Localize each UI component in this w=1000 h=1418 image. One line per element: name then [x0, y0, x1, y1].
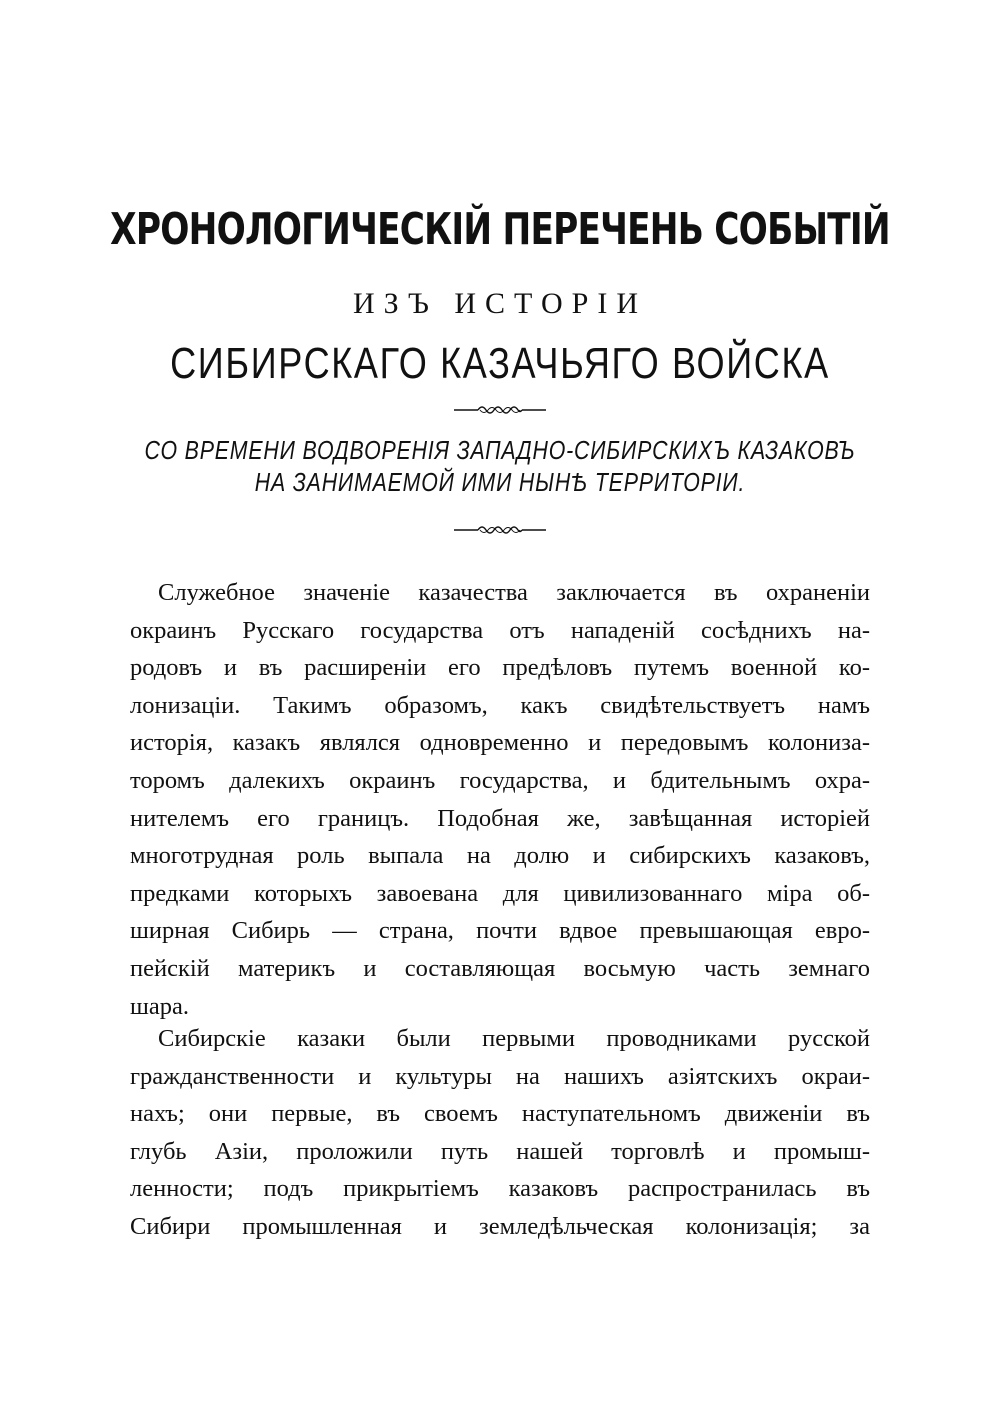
text-line: торомъ далекихъ окраинъ государства, и бдительнымъ охра-	[130, 766, 870, 794]
text-line: гражданственности и культуры на нашихъ азіятскихъ окраи-	[130, 1062, 870, 1090]
subtitle-line-1: СО ВРЕМЕНИ ВОДВОРЕНІЯ ЗАПАДНО-СИБИРСКИХЪ КАЗАКОВЪ	[144, 435, 856, 465]
text-line: Служебное значеніе казачества заключается въ охраненіи	[158, 579, 870, 606]
text-line: родовъ и въ расширеніи его предѣловъ путемъ военной ко-	[130, 654, 870, 682]
text-line: Сибирскіе казаки были первыми проводниками русской	[158, 1025, 870, 1052]
subtitle-line-2: НА ЗАНИМАЕМОЙ ИМИ НЫНѢ ТЕРРИТОРІИ.	[254, 467, 746, 497]
text-line: нителемъ его границъ. Подобная же, завѣщанная исторіей	[130, 804, 870, 832]
ornament-divider-icon	[450, 522, 550, 538]
title-army-name: СИБИРСКАГО КАЗАЧЬЯГО ВОЙСКА	[170, 339, 830, 388]
title-from-history: ИЗЪ ИСТОРІИ	[353, 287, 647, 320]
paragraph-1	[130, 574, 870, 1025]
text-line: ленности; подъ прикрытіемъ казаковъ распространилась въ	[130, 1175, 870, 1203]
text-line: лонизаціи. Такимъ образомъ, какъ свидѣтельствуетъ намъ	[130, 691, 870, 719]
text-line: глубь Азіи, проложили путь нашей торговлѣ и промыш-	[130, 1137, 870, 1165]
text-line: ширная Сибирь — страна, почти вдвое превышающая евро-	[130, 917, 870, 945]
page-title: ХРОНОЛОГИЧЕСКІЙ ПЕРЕЧЕНЬ СОБЫТІЙ	[110, 204, 890, 255]
text-line: окраинъ Русскаго государства отъ нападеній сосѣднихъ на-	[130, 616, 870, 644]
text-line: пейскій материкъ и составляющая восьмую часть земнаго	[130, 954, 870, 982]
text-line: Сибири промышленная и земледѣльческая колонизація; за	[130, 1212, 870, 1240]
text-line: многотрудная роль выпала на долю и сибирскихъ казаковъ,	[130, 842, 870, 870]
text-line: предками которыхъ завоевана для цивилизованнаго міра об-	[130, 879, 870, 907]
ornament-divider-icon	[450, 402, 550, 418]
text-line: шара.	[130, 992, 189, 1020]
paragraph-2	[130, 1020, 870, 1246]
text-line: исторія, казакъ являлся одновременно и передовымъ колониза-	[130, 729, 870, 757]
text-line: нахъ; они первые, въ своемъ наступательномъ движеніи въ	[130, 1100, 870, 1128]
